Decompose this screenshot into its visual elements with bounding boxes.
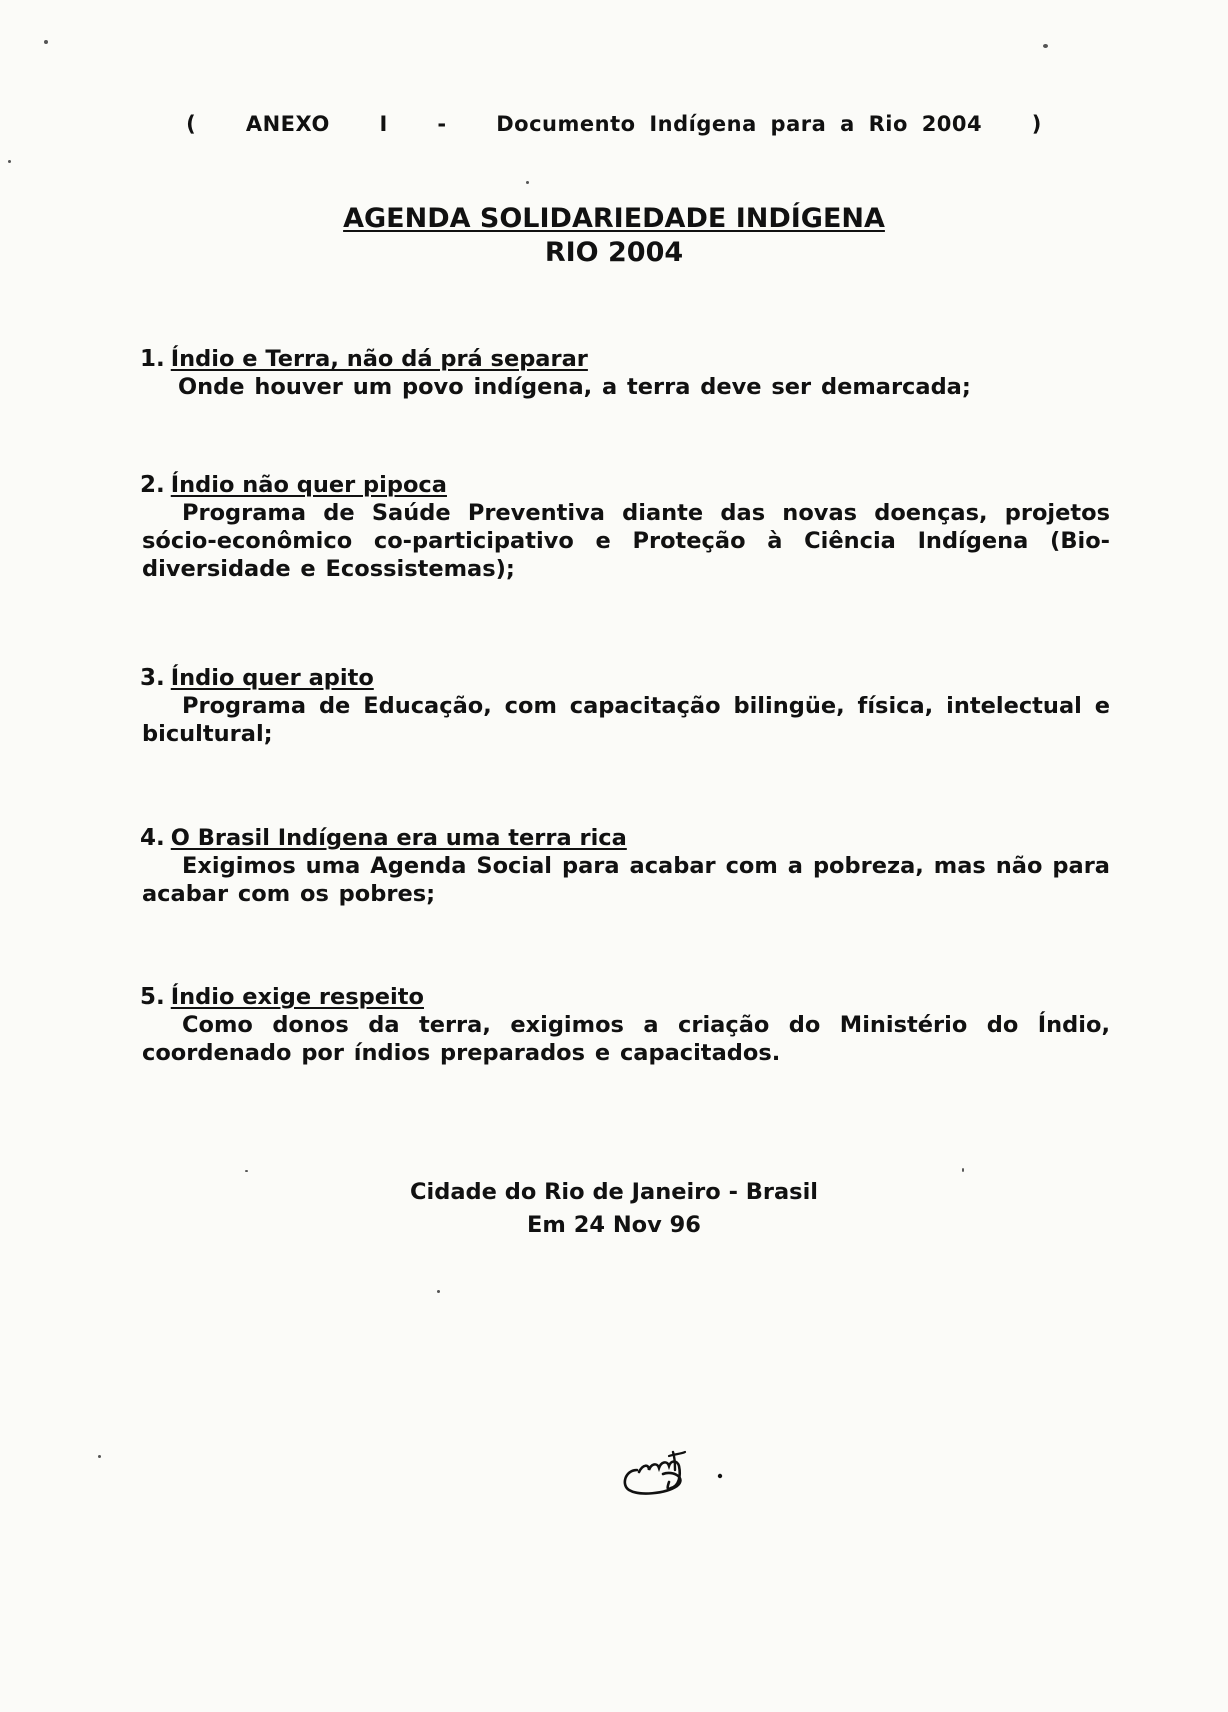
closing-date: Em 24 Nov 96 bbox=[527, 1212, 701, 1238]
item-number: 4. bbox=[140, 825, 165, 851]
agenda-item-5 bbox=[142, 983, 1110, 1067]
item-number: 3. bbox=[140, 665, 165, 691]
title-line-1: AGENDA SOLIDARIEDADE INDÍGENA bbox=[343, 203, 885, 234]
item-heading bbox=[140, 983, 1110, 1011]
annex-close-paren: ) bbox=[1031, 112, 1042, 136]
item-body: Como donos da terra, exigimos a criação do Ministério do Índio, coordenado por índios preparados e capacitados. bbox=[142, 1012, 1110, 1066]
agenda-item-2 bbox=[142, 471, 1110, 583]
agenda-item-3 bbox=[142, 664, 1110, 748]
item-body: Onde houver um povo indígena, a terra deve ser demarcada; bbox=[178, 374, 971, 400]
closing-place: Cidade do Rio de Janeiro - Brasil bbox=[410, 1179, 818, 1205]
paper-speck bbox=[1043, 44, 1048, 48]
item-heading-text: Índio não quer pipoca bbox=[170, 472, 447, 498]
item-body: Programa de Saúde Preventiva diante das novas doenças, projetos sócio-econômico co-participativo e Proteção à Ciência Indígena (Bio-diversidade e Ecossistemas); bbox=[142, 500, 1110, 582]
paper-speck bbox=[526, 181, 529, 184]
paper-speck bbox=[245, 1170, 248, 1172]
agenda-item-4 bbox=[142, 824, 1110, 908]
item-number: 5. bbox=[140, 984, 165, 1010]
agenda-item-1 bbox=[142, 345, 1110, 401]
item-heading-text: Índio quer apito bbox=[170, 665, 374, 691]
paper-speck bbox=[8, 160, 11, 163]
annex-open-paren: ( bbox=[186, 112, 197, 136]
item-body: Exigimos uma Agenda Social para acabar com a pobreza, mas não para acabar com os pobres; bbox=[142, 853, 1110, 907]
item-number: 1. bbox=[140, 346, 165, 372]
item-heading-text: Índio e Terra, não dá prá separar bbox=[170, 346, 588, 372]
paper-speck bbox=[962, 1168, 964, 1172]
item-heading-text: O Brasil Indígena era uma terra rica bbox=[170, 825, 627, 851]
annex-subject: Documento Indígena para a Rio 2004 bbox=[496, 112, 983, 136]
handwritten-signature bbox=[615, 1430, 735, 1510]
paper-speck bbox=[98, 1455, 101, 1458]
title-line-2: RIO 2004 bbox=[544, 237, 684, 268]
annex-label: ANEXO bbox=[245, 112, 330, 136]
item-heading-text: Índio exige respeito bbox=[170, 984, 424, 1010]
item-number: 2. bbox=[140, 472, 165, 498]
paper-speck bbox=[437, 1290, 440, 1293]
item-heading bbox=[140, 345, 1110, 373]
item-body: Programa de Educação, com capacitação bilingüe, física, intelectual e bicultural; bbox=[142, 693, 1110, 747]
annex-header bbox=[0, 112, 1228, 136]
item-heading bbox=[140, 824, 1110, 852]
annex-number: I bbox=[379, 112, 388, 136]
closing-block bbox=[0, 1176, 1228, 1242]
paper-speck bbox=[44, 40, 48, 44]
document-title bbox=[0, 202, 1228, 270]
item-heading bbox=[140, 664, 1110, 692]
annex-dash: - bbox=[437, 112, 447, 136]
item-heading bbox=[140, 471, 1110, 499]
